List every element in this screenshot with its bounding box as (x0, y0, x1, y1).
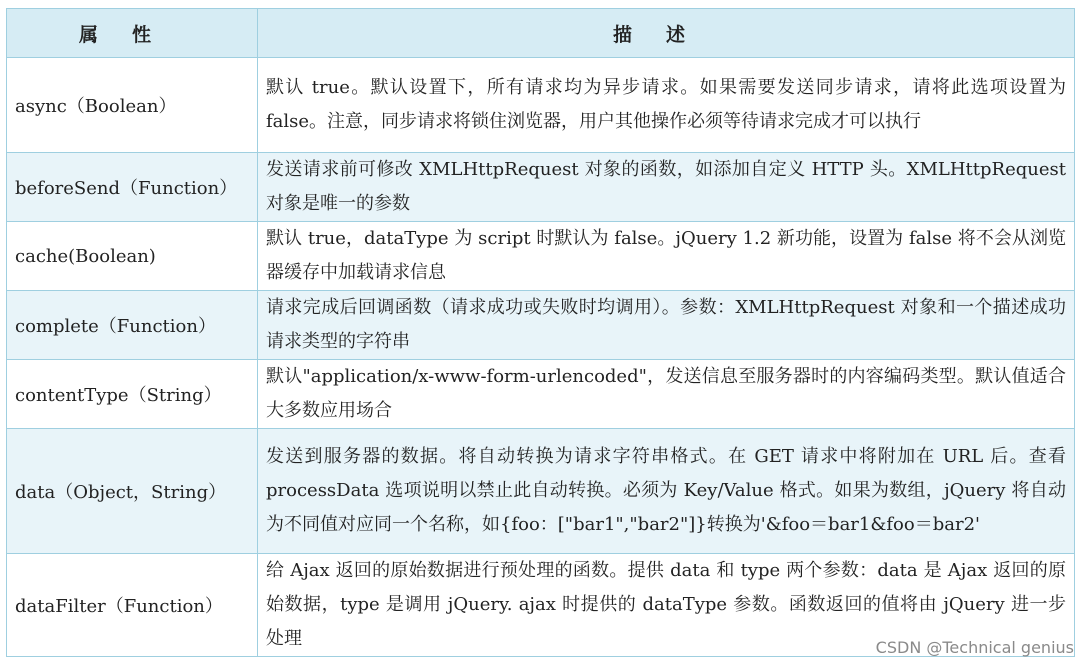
table-row (7, 222, 1075, 291)
table-row (7, 153, 1075, 222)
table-row (7, 360, 1075, 429)
watermark: CSDN @Technical genius (875, 638, 1074, 657)
property-description: 默认 true。默认设置下，所有请求均为异步请求。如果需要发送同步请求，请将此选项设置为 false。注意，同步请求将锁住浏览器，用户其他操作必须等待请求完成才可以执行 (258, 58, 1075, 153)
table-row (7, 291, 1075, 360)
property-description: 默认"application/x-www-form-urlencoded"，发送信息至服务器时的内容编码类型。默认值适合大多数应用场合 (258, 360, 1075, 429)
property-name: contentType（String） (7, 360, 258, 429)
properties-table (6, 8, 1075, 657)
property-name: cache(Boolean) (7, 222, 258, 291)
property-description: 发送到服务器的数据。将自动转换为请求字符串格式。在 GET 请求中将附加在 URL 后。查看 processData 选项说明以禁止此自动转换。必须为 Key/Value 格式。如果为数组，jQuery 将自动为不同值对应同一个名称，如{foo：["bar1","bar2"]}转换为'&foo＝bar1&foo＝bar2' (258, 429, 1075, 554)
property-description: 请求完成后回调函数（请求成功或失败时均调用）。参数：XMLHttpRequest 对象和一个描述成功请求类型的字符串 (258, 291, 1075, 360)
property-description: 默认 true，dataType 为 script 时默认为 false。jQuery 1.2 新功能，设置为 false 将不会从浏览器缓存中加载请求信息 (258, 222, 1075, 291)
table-row (7, 429, 1075, 554)
table-row (7, 58, 1075, 153)
header-property: 属性 (7, 9, 258, 58)
property-name: dataFilter（Function） (7, 554, 258, 657)
property-description: 给 Ajax 返回的原始数据进行预处理的函数。提供 data 和 type 两个参数：data 是 Ajax 返回的原始数据，type 是调用 jQuery. ajax 时提供的 dataType 参数。函数返回的值将由 jQuery 进一步处理 (258, 554, 1075, 657)
property-name: data（Object，String） (7, 429, 258, 554)
property-name: beforeSend（Function） (7, 153, 258, 222)
property-name: async（Boolean） (7, 58, 258, 153)
property-description: 发送请求前可修改 XMLHttpRequest 对象的函数，如添加自定义 HTTP 头。XMLHttpRequest 对象是唯一的参数 (258, 153, 1075, 222)
property-name: complete（Function） (7, 291, 258, 360)
table-header-row (7, 9, 1075, 58)
header-description: 描述 (258, 9, 1075, 58)
